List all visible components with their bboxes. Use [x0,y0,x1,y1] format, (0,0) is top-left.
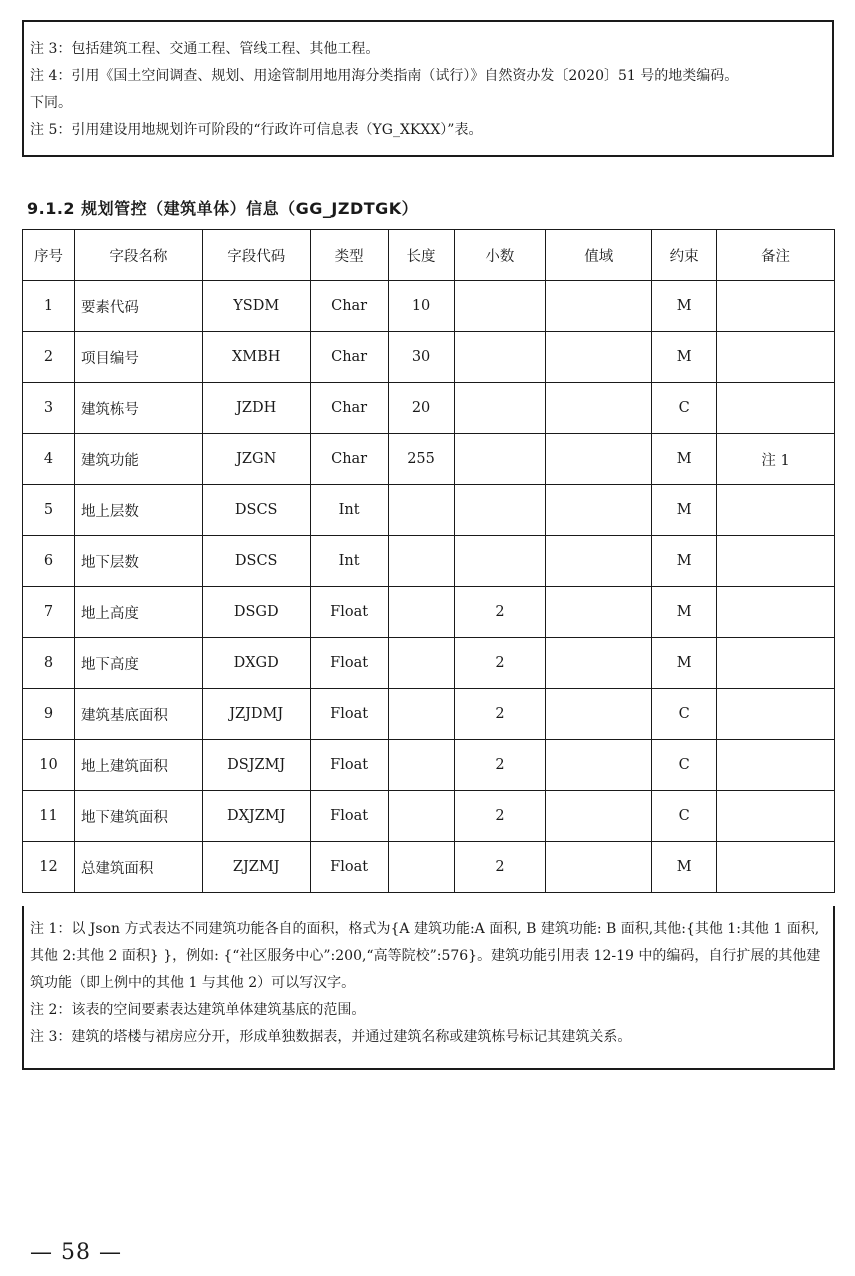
table-cell: M [652,536,717,587]
footer-note-1: 注 1：以 Json 方式表达不同建筑功能各自的面积，格式为{A 建筑功能:A 面积, B 建筑功能: B 面积,其他:{其他 1:其他 1 面积,其他 2:其他 2 面积} }，例如: {“社区服务中心”:200,“高等院校”:576}。建筑功能引用表 12-19 中的编码，自行扩展的其他建筑功能（即上例中的其他 1 与其他 2）可以写汉字。 [30,921,821,991]
table-cell: ZJZMJ [202,842,310,893]
table-cell: M [652,485,717,536]
table-cell [546,638,652,689]
table-cell: DSCS [202,536,310,587]
table-cell: M [652,842,717,893]
table-cell [454,383,546,434]
table-cell: XMBH [202,332,310,383]
table-row [23,638,835,689]
table-cell: M [652,332,717,383]
table-cell: Int [310,485,388,536]
table-cell: 总建筑面积 [74,842,202,893]
table-cell [388,485,454,536]
table-cell: 2 [454,791,546,842]
table-cell: 2 [454,587,546,638]
table-cell [546,740,652,791]
table-cell: JZGN [202,434,310,485]
table-cell: 12 [23,842,75,893]
table-cell: Float [310,638,388,689]
footer-note-3: 注 3：建筑的塔楼与裙房应分开，形成单独数据表，并通过建筑名称或建筑栋号标记其建筑关系。 [30,1029,632,1045]
table-row [23,536,835,587]
table-cell: Float [310,842,388,893]
table-cell [717,536,835,587]
table-cell: 地上层数 [74,485,202,536]
table-row [23,485,835,536]
table-cell: 建筑栋号 [74,383,202,434]
table-cell [717,842,835,893]
table-cell [546,485,652,536]
table-cell: 30 [388,332,454,383]
table-cell: 建筑基底面积 [74,689,202,740]
table-cell: 注 1 [717,434,835,485]
table-cell [454,434,546,485]
table-cell: 2 [454,638,546,689]
table-cell: Char [310,383,388,434]
field-spec-table [22,229,835,893]
table-cell: 255 [388,434,454,485]
table-cell [388,689,454,740]
table-row [23,332,835,383]
table-cell: 地下建筑面积 [74,791,202,842]
table-row [23,689,835,740]
table-cell: C [652,689,717,740]
table-cell [388,587,454,638]
table-cell: 11 [23,791,75,842]
table-cell: DXJZMJ [202,791,310,842]
table-cell: Char [310,332,388,383]
table-row [23,791,835,842]
table-cell: 2 [454,842,546,893]
table-cell [546,281,652,332]
table-row [23,842,835,893]
table-cell: 要素代码 [74,281,202,332]
table-cell: DXGD [202,638,310,689]
footer-notes-box [22,906,835,1070]
table-cell [454,281,546,332]
header-cell: 长度 [388,230,454,281]
table-cell: M [652,638,717,689]
note-3: 注 3：包括建筑工程、交通工程、管线工程、其他工程。 [30,41,380,57]
table-cell: JZDH [202,383,310,434]
header-cell: 字段代码 [202,230,310,281]
table-cell: 6 [23,536,75,587]
table-cell [388,536,454,587]
table-cell: DSGD [202,587,310,638]
table-cell: 地上建筑面积 [74,740,202,791]
table-header-row [23,230,835,281]
table-cell [717,587,835,638]
section-heading: 9.1.2 规划管控（建筑单体）信息（GG_JZDTGK） [27,199,419,218]
table-cell: 5 [23,485,75,536]
table-cell: 20 [388,383,454,434]
table-cell: 4 [23,434,75,485]
table-cell [546,689,652,740]
table-cell: M [652,434,717,485]
table-cell [454,485,546,536]
table-cell: 8 [23,638,75,689]
table-cell: Float [310,791,388,842]
table-cell: 建筑功能 [74,434,202,485]
table-cell: 10 [23,740,75,791]
table-cell: 项目编号 [74,332,202,383]
table-cell: JZJDMJ [202,689,310,740]
table-cell: C [652,740,717,791]
header-cell: 序号 [23,230,75,281]
table-cell: YSDM [202,281,310,332]
table-cell [388,740,454,791]
table-cell: Char [310,434,388,485]
table-cell: 3 [23,383,75,434]
note-4-continued: 下同。 [30,95,72,111]
table-cell: 地下高度 [74,638,202,689]
top-notes-box [22,20,834,157]
table-cell: DSJZMJ [202,740,310,791]
table-cell [717,740,835,791]
table-cell [454,536,546,587]
table-cell: 地上高度 [74,587,202,638]
note-4: 注 4：引用《国土空间调查、规划、用途管制用地用海分类指南（试行）》自然资办发〔2020〕51 号的地类编码。 [30,68,739,84]
note-5: 注 5：引用建设用地规划许可阶段的“行政许可信息表（YG_XKXX）”表。 [30,122,483,138]
table-cell: 9 [23,689,75,740]
table-cell [388,791,454,842]
table-cell: Float [310,587,388,638]
table-cell [454,332,546,383]
table-cell: Int [310,536,388,587]
header-cell: 值域 [546,230,652,281]
header-cell: 备注 [717,230,835,281]
table-cell: M [652,587,717,638]
table-row [23,383,835,434]
table-cell [546,434,652,485]
table-cell [717,689,835,740]
table-cell: Float [310,740,388,791]
table-cell: 10 [388,281,454,332]
header-cell: 类型 [310,230,388,281]
table-row [23,740,835,791]
page-number: — 58 — [30,1240,122,1265]
table-cell [717,791,835,842]
table-cell: 7 [23,587,75,638]
table-cell: 1 [23,281,75,332]
table-cell: Float [310,689,388,740]
table-cell [546,536,652,587]
table-cell [717,638,835,689]
table-cell: 2 [23,332,75,383]
table-cell [546,842,652,893]
table-cell [717,383,835,434]
table-cell [388,638,454,689]
table-row [23,281,835,332]
header-cell: 字段名称 [74,230,202,281]
table-cell [388,842,454,893]
table-cell: 2 [454,740,546,791]
table-row [23,434,835,485]
table-row [23,587,835,638]
table-cell: Char [310,281,388,332]
header-cell: 小数 [454,230,546,281]
table-cell [546,587,652,638]
table-cell: C [652,791,717,842]
footer-note-2: 注 2：该表的空间要素表达建筑单体建筑基底的范围。 [30,1002,366,1018]
table-cell: C [652,383,717,434]
table-cell [546,383,652,434]
table-cell: DSCS [202,485,310,536]
header-cell: 约束 [652,230,717,281]
table-cell: M [652,281,717,332]
table-cell [717,485,835,536]
table-cell [717,281,835,332]
table-cell: 地下层数 [74,536,202,587]
table-cell [546,791,652,842]
table-cell [717,332,835,383]
table-cell: 2 [454,689,546,740]
table-cell [546,332,652,383]
